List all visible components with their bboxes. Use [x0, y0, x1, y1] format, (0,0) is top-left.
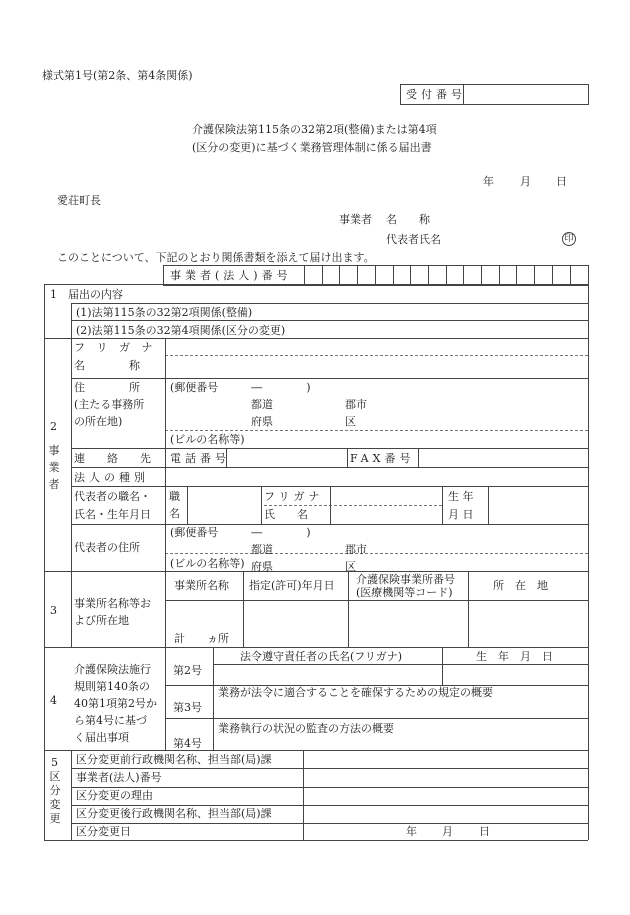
section5-row-field[interactable] [305, 751, 586, 767]
table-rule [44, 840, 588, 841]
business-number-digit[interactable] [500, 266, 516, 283]
table-rule [418, 448, 419, 467]
table-rule [71, 320, 588, 321]
phone-label: 電話番号 [170, 452, 230, 465]
business-number-digit[interactable] [553, 266, 569, 283]
business-number-label: 事業者(法人)番号 [170, 269, 292, 282]
section5-number: 5 [51, 756, 58, 769]
postal-code: (郵便番号 ― ) [170, 381, 311, 394]
table-rule [71, 524, 588, 525]
section5-row-field[interactable] [305, 805, 586, 821]
business-number-digit[interactable] [482, 266, 498, 283]
table-rule [165, 338, 166, 750]
col-location: 所 在 地 [493, 579, 548, 592]
job-label1: 職 [169, 490, 180, 503]
section5-row-label: 区分変更前行政機関名称、担当部(局)課 [76, 753, 272, 766]
section5-row-label: 区分変更日 [76, 825, 131, 838]
office-total: 計 ヵ所 [174, 632, 229, 645]
col-office-name: 事業所名称 [174, 579, 229, 592]
applicant-label: 事業者 [339, 213, 372, 226]
section5-row-field[interactable] [305, 787, 586, 803]
addressee: 愛荘町長 [57, 194, 101, 207]
building-label: (ビルの名称等) [170, 433, 245, 446]
business-number-digit[interactable] [411, 266, 427, 283]
no3-label: 第3号 [173, 701, 202, 714]
table-rule [187, 486, 188, 524]
table-rule [488, 486, 489, 524]
table-rule [442, 647, 443, 685]
section4-title-line: く届出事項 [74, 731, 129, 744]
table-rule [261, 486, 262, 524]
rep-furigana-label: フリガナ [264, 490, 324, 503]
intro-text: このことについて、下記のとおり関係書類を添えて届け出ます。 [57, 251, 375, 264]
title-line1: 介護保険法第115条の32第2項(整備)または第4項 [192, 123, 437, 136]
table-rule [330, 486, 331, 524]
rep-address-label: 代表者の住所 [74, 541, 140, 554]
rep-title-line2: 氏名・生年月日 [74, 508, 151, 521]
rep-building-label: (ビルの名称等) [170, 557, 245, 570]
section2-title: 事業者 [48, 444, 60, 491]
section5-row-label: 事業者(法人)番号 [76, 771, 162, 784]
section4-title-line: ら第4号に基づ [74, 714, 147, 727]
job-label2: 名 [169, 507, 180, 520]
business-number-digit[interactable] [323, 266, 339, 283]
no2-label: 第2号 [173, 664, 202, 677]
birth-label1: 生 年 [448, 490, 474, 503]
form-number: 様式第1号(第2条、第4条関係) [42, 69, 193, 82]
section4-number: 4 [50, 694, 57, 707]
receipt-label: 受付番号 [406, 88, 466, 101]
seal-mark: 印 [562, 232, 576, 246]
business-number-digit[interactable] [429, 266, 445, 283]
dashed-rule [165, 430, 588, 431]
section3-number: 3 [50, 604, 57, 617]
rep-city1: 郡市 [345, 543, 367, 556]
business-number-digit[interactable] [517, 266, 533, 283]
table-rule [71, 303, 72, 647]
table-rule [44, 647, 588, 648]
audit-label: 業務執行の状況の監査の方法の概要 [218, 722, 394, 735]
business-number-digit[interactable] [464, 266, 480, 283]
section4-title-line: 介護保険法施行 [74, 663, 151, 676]
business-number-digit[interactable] [571, 266, 587, 283]
table-rule [71, 750, 72, 840]
table-rule [71, 448, 588, 449]
business-number-digit[interactable] [376, 266, 392, 283]
section5-row-field[interactable] [305, 769, 586, 785]
business-number-digit[interactable] [340, 266, 356, 283]
table-rule [347, 448, 348, 467]
date-year: 年 [483, 175, 494, 188]
change-date-day: 日 [479, 825, 490, 838]
section1-item1[interactable]: (1)法第115条の32第2項関係(整備) [76, 306, 253, 319]
table-rule [44, 571, 588, 572]
city1: 郡市 [345, 398, 367, 411]
col-designation-date: 指定(許可)年月日 [249, 579, 335, 592]
address-sub2: の所在地) [74, 415, 123, 428]
section5-title: 区分変更 [49, 770, 61, 825]
corp-type-label: 法人の種別 [74, 471, 149, 484]
name-row-label: 名 称 [74, 359, 140, 372]
no4-label: 第4号 [173, 737, 202, 750]
address-label: 住 所 [74, 381, 140, 394]
date-day: 日 [556, 175, 567, 188]
table-rule [213, 647, 214, 750]
section3-title1: 事業所名称等お [74, 597, 151, 610]
table-rule [165, 600, 588, 601]
section1-item2[interactable]: (2)法第115条の32第4項関係(区分の変更) [76, 324, 286, 337]
rep-city2: 区 [345, 560, 356, 573]
section1-number: 1 [50, 288, 57, 301]
section4-title-line: 規則第140条の [74, 680, 150, 693]
section2-number: 2 [50, 420, 57, 433]
section5-row-label: 区分変更後行政機関名称、担当部(局)課 [76, 807, 272, 820]
col-office-code2: (医療機関等コード) [356, 586, 453, 599]
table-rule [588, 265, 589, 840]
birthdate-header: 生 年 月 日 [476, 650, 553, 663]
section1-title: 届出の内容 [68, 288, 123, 301]
fax-field[interactable] [420, 450, 585, 466]
date-month: 月 [520, 175, 531, 188]
rep-postal-code: (郵便番号 ― ) [170, 526, 311, 539]
table-rule [44, 284, 45, 840]
change-date-month: 月 [442, 825, 453, 838]
table-rule [348, 571, 349, 647]
table-rule [44, 284, 588, 285]
table-rule [468, 571, 469, 647]
contact-label: 連 絡 先 [74, 452, 151, 465]
dashed-rule [165, 553, 588, 554]
table-rule [71, 467, 588, 468]
title-line2: (区分の変更)に基づく業務管理体制に係る届出書 [192, 141, 432, 154]
phone-field[interactable] [230, 450, 342, 466]
city2: 区 [345, 415, 356, 428]
dashed-rule [264, 505, 442, 506]
rep-title-line1: 代表者の職名・ [74, 490, 151, 503]
table-rule [243, 571, 244, 647]
name-field[interactable] [167, 340, 585, 376]
representative-label: 代表者氏名 [386, 233, 441, 246]
officer-name-header: 法令遵守責任者の氏名(フリガナ) [240, 650, 403, 663]
name-label: 名 称 [386, 213, 430, 226]
business-number-digit[interactable] [394, 266, 410, 283]
rep-prefecture2: 府県 [251, 560, 273, 573]
furigana-label: フ リ ガ ナ [74, 341, 157, 354]
birth-label2: 月 日 [448, 508, 474, 521]
table-rule [71, 303, 588, 304]
regulation-label: 業務が法令に適合することを確保するための規定の概要 [218, 686, 493, 699]
table-rule [165, 718, 588, 719]
business-number-digit[interactable] [535, 266, 551, 283]
prefecture2: 府県 [251, 415, 273, 428]
rep-prefecture1: 都道 [251, 543, 273, 556]
receipt-number-field[interactable] [465, 86, 585, 102]
section3-title2: よび所在地 [74, 614, 129, 627]
table-rule [442, 486, 443, 524]
business-number-digit[interactable] [447, 266, 463, 283]
table-rule [44, 338, 588, 339]
address-sub1: (主たる事務所 [74, 398, 145, 411]
section4-title-line: 40第1項第2号か [74, 697, 157, 710]
corp-type-field[interactable] [167, 469, 585, 485]
table-rule [71, 378, 588, 379]
business-number-digit[interactable] [358, 266, 374, 283]
col-office-code1: 介護保険事業所番号 [356, 573, 455, 586]
section5-row-label: 区分変更の理由 [76, 789, 153, 802]
fax-label: FAX番号 [350, 452, 415, 465]
rep-name-label: 氏 名 [264, 508, 308, 521]
prefecture1: 都道 [251, 398, 273, 411]
change-date-year: 年 [406, 825, 417, 838]
business-number-digit[interactable] [305, 266, 321, 283]
table-rule [303, 750, 304, 840]
table-rule [213, 664, 588, 665]
